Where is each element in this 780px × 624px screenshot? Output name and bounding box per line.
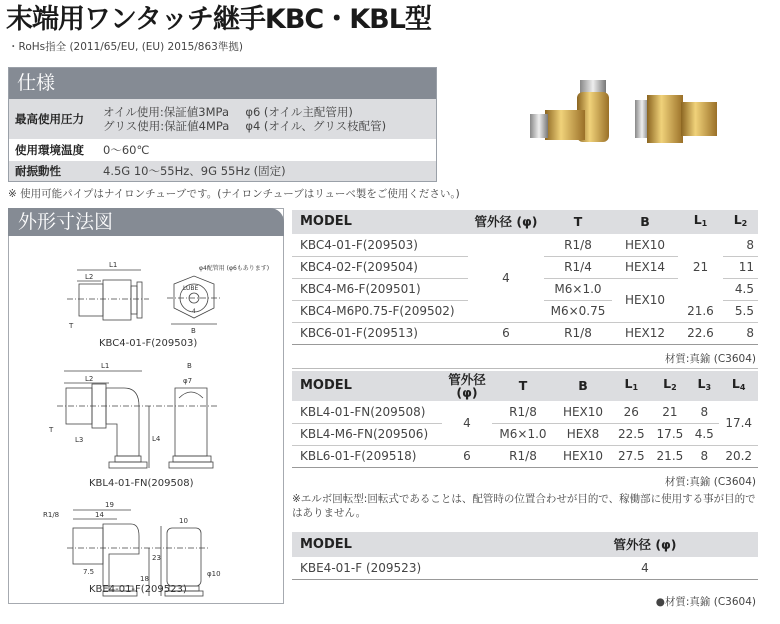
spec-value: 0〜60℃ — [103, 143, 150, 157]
col-header: MODEL — [292, 371, 442, 401]
spec-panel — [8, 67, 437, 182]
diameter-cell: 4 — [468, 234, 544, 322]
t-cell: R1/4 — [544, 256, 612, 278]
product-photo — [525, 70, 735, 170]
col-header: MODEL — [292, 532, 532, 557]
col-header: MODEL — [292, 210, 468, 234]
spec-heading: 仕様 — [9, 68, 436, 99]
kbe-table — [292, 532, 758, 580]
col-header-line: (φ) — [456, 385, 478, 400]
table-row — [292, 423, 758, 445]
t-cell: R1/8 — [492, 445, 554, 467]
col-header: $L_3$ — [689, 371, 719, 401]
spec-row — [9, 99, 436, 139]
l2-cell: 5.5 — [723, 300, 758, 322]
dimensions-heading: 外形寸法図 — [8, 208, 284, 236]
spec-key: 耐振動性 — [15, 164, 61, 178]
dim-label: L3 — [75, 436, 84, 444]
table-header-row — [292, 532, 758, 557]
table-header-row — [292, 210, 758, 234]
model-cell: KBE4-01-F (209523) — [292, 557, 532, 579]
dim-label: φ10 — [207, 570, 221, 578]
dim-label: 18 — [140, 575, 149, 583]
l2-cell: 8 — [723, 322, 758, 344]
dimensions-panel — [8, 208, 284, 604]
col-header-line: 管外径 — [448, 372, 486, 387]
t-cell: M6×1.0 — [544, 278, 612, 300]
spec-value: オイル使用:保証値3MPa — [103, 105, 230, 119]
kbc-material: 材質:真鍮 (C3604) — [664, 353, 756, 365]
dim-label: 23 — [152, 554, 161, 562]
model-cell: KBC6-01-F(209513) — [292, 322, 468, 344]
dim-label: 7.5 — [83, 568, 95, 576]
dim-label: 10 — [179, 517, 188, 525]
l2-cell: 11 — [723, 256, 758, 278]
spec-row — [9, 161, 436, 181]
kbe-material: ●材質:真鍮 (C3604) — [655, 596, 756, 608]
col-header: 管外径 (φ) — [468, 210, 544, 234]
kbl-table — [292, 371, 758, 468]
kbl-material: 材質:真鍮 (C3604) — [664, 476, 756, 488]
diameter-cell: 4 — [532, 557, 758, 579]
spec-row — [9, 139, 436, 161]
model-cell: KBC4-02-F(209504) — [292, 256, 468, 278]
table-row — [292, 445, 758, 467]
dim-label: T — [49, 426, 54, 434]
elbow-fitting-image — [530, 80, 609, 142]
table-row — [292, 401, 758, 423]
l1-cell: 22.5 — [612, 423, 651, 445]
l2-cell: 8 — [723, 234, 758, 256]
col-header: $L_1$ — [678, 210, 723, 234]
dim-label: φ4配管用 (φ6もあります) — [199, 265, 270, 272]
b-cell: HEX12 — [612, 322, 678, 344]
l1-cell: 27.5 — [612, 445, 651, 467]
model-cell: KBC4-M6-F(209501) — [292, 278, 468, 300]
col-header: $L_2$ — [651, 371, 690, 401]
l2-cell: 21 — [651, 401, 690, 423]
b-cell: HEX10 — [612, 234, 678, 256]
t-cell: R1/8 — [492, 401, 554, 423]
spec-value: グリス使用:保証値4MPa — [103, 119, 230, 133]
dim-label: LUBE — [183, 285, 199, 292]
t-cell: M6×0.75 — [544, 300, 612, 322]
straight-fitting-image — [635, 95, 717, 143]
diameter-cell: 4 — [442, 401, 492, 445]
col-header: T — [492, 371, 554, 401]
l1-cell: 21.6 — [678, 300, 723, 322]
col-header: B — [612, 210, 678, 234]
model-cell: KBC4-01-F(209503) — [292, 234, 468, 256]
col-header: $L_4$ — [719, 371, 758, 401]
l2-cell: 21.5 — [651, 445, 690, 467]
dim-label: B — [187, 362, 192, 370]
spec-key: 最高使用圧力 — [15, 112, 84, 126]
b-cell: HEX10 — [554, 445, 612, 467]
dim-label: L1 — [109, 261, 118, 269]
spec-value: φ4 (オイル、グリス枝配管) — [245, 119, 387, 133]
l1-cell: 21 — [692, 260, 709, 274]
table-row — [292, 557, 758, 579]
col-header — [442, 371, 492, 401]
col-header: B — [554, 371, 612, 401]
page-title: 末端用ワンタッチ継手KBC・KBL型 — [6, 4, 431, 35]
table-header-row — [292, 371, 758, 401]
dim-label: R1/8 — [43, 511, 60, 519]
b-cell: HEX8 — [554, 423, 612, 445]
l3-cell: 4.5 — [689, 423, 719, 445]
t-cell: M6×1.0 — [492, 423, 554, 445]
rohs-note: ・RoHs指全 (2011/65/EU, (EU) 2015/863準拠) — [8, 41, 243, 53]
dim-label: T — [69, 322, 74, 330]
spec-footnote: ※ 使用可能パイプはナイロンチューブです。(ナイロンチューブはリューベ製をご使用ください。) — [8, 188, 460, 200]
l1-cell: 26 — [612, 401, 651, 423]
table-row — [292, 234, 758, 256]
l4-cell: 17.4 — [719, 401, 758, 445]
divider — [292, 368, 758, 369]
spec-table — [9, 99, 436, 181]
spec-value: 4.5G 10〜55Hz、9G 55Hz (固定) — [103, 164, 286, 178]
dim-label: L2 — [85, 273, 94, 281]
dim-label: L2 — [85, 375, 94, 383]
model-cell: KBL4-01-FN(209508) — [292, 401, 442, 423]
spec-value: φ6 (オイル主配管用) — [245, 105, 353, 119]
dim-label: L1 — [101, 362, 110, 370]
kbc-table — [292, 210, 758, 345]
dimension-drawings — [9, 236, 283, 602]
l2-cell: 17.5 — [651, 423, 690, 445]
kbe-drawing — [43, 501, 221, 596]
spec-key: 使用環境温度 — [15, 143, 84, 157]
kbc-drawing — [67, 261, 269, 349]
col-header: $L_1$ — [612, 371, 651, 401]
dim-label: φ7 — [183, 377, 193, 385]
dim-label: B — [191, 327, 196, 335]
model-cell: KBC4-M6P0.75-F(209502) — [292, 300, 468, 322]
l2-cell: 4.5 — [723, 278, 758, 300]
kbl-note: ※エルボ回転型:回転式であることは、配管時の位置合わせが目的で、稼働部に使用する事が目的ではありません。 — [292, 493, 756, 519]
diameter-cell: 6 — [468, 322, 544, 344]
l1-cell: 22.6 — [678, 322, 723, 344]
model-cell: KBL4-M6-FN(209506) — [292, 423, 442, 445]
l3-cell: 8 — [689, 401, 719, 423]
col-header: $L_2$ — [723, 210, 758, 234]
model-cell: KBL6-01-F(209518) — [292, 445, 442, 467]
dim-label: 4 — [192, 308, 196, 315]
dim-label: 14 — [95, 511, 104, 519]
b-cell: HEX10 — [554, 401, 612, 423]
col-header: 管外径 (φ) — [532, 532, 758, 557]
drawing-caption: KBC4-01-F(209503) — [99, 338, 198, 349]
table-row — [292, 322, 758, 344]
l3-cell: 8 — [689, 445, 719, 467]
t-cell: R1/8 — [544, 234, 612, 256]
kbl-drawing — [48, 362, 219, 489]
b-cell: HEX14 — [612, 256, 678, 278]
col-header: T — [544, 210, 612, 234]
drawing-caption: KBL4-01-FN(209508) — [89, 478, 194, 489]
b-cell: HEX10 — [612, 278, 678, 322]
drawing-caption: KBE4-01-F(209523) — [89, 584, 187, 595]
dim-label: 19 — [105, 501, 114, 509]
l4-cell: 20.2 — [719, 445, 758, 467]
t-cell: R1/8 — [544, 322, 612, 344]
diameter-cell: 6 — [442, 445, 492, 467]
dim-label: L4 — [152, 435, 161, 443]
